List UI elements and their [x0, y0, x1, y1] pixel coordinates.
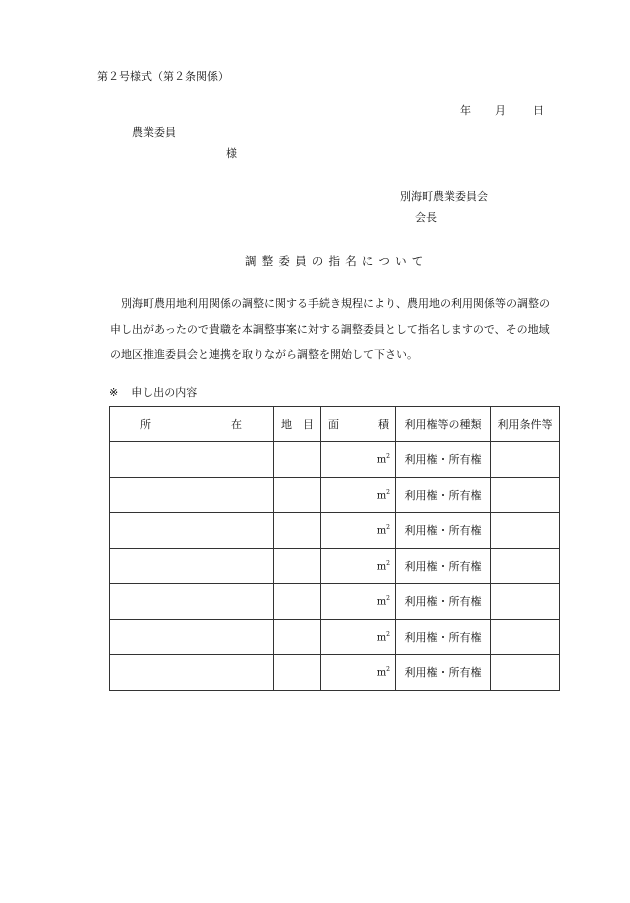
- cell-location[interactable]: [110, 619, 274, 655]
- table-row: [110, 513, 560, 549]
- cell-rights-type: 利用権・所有権: [396, 619, 491, 655]
- area-unit-exponent: 2: [386, 630, 390, 638]
- table-header-row: [110, 407, 560, 442]
- cell-location[interactable]: [110, 548, 274, 584]
- cell-chimoku[interactable]: [274, 442, 321, 478]
- header-location-right: 在: [231, 418, 242, 431]
- header-chimoku: [274, 407, 321, 442]
- recipient-honorific: 様: [226, 147, 237, 160]
- area-unit: m: [376, 631, 387, 643]
- cell-location[interactable]: [110, 584, 274, 620]
- cell-chimoku[interactable]: [274, 548, 321, 584]
- cell-conditions[interactable]: [491, 584, 560, 620]
- cell-area[interactable]: [321, 655, 396, 691]
- area-unit-exponent: 2: [386, 666, 390, 674]
- cell-conditions[interactable]: [491, 619, 560, 655]
- cell-conditions[interactable]: [491, 477, 560, 513]
- body-text: 別海町農用地利用関係の調整に関する手続き規程により、農用地の利用関係等の調整の申し出があったので貴職を本調整事案に対する調整委員として指名しますので、その地域の地区推進委員会と連携を取りながら調整を開始して下さい。: [110, 297, 550, 361]
- header-rights-type: 利用権等の種類: [396, 407, 491, 442]
- cell-conditions[interactable]: [491, 655, 560, 691]
- form-number: 第２号様式（第２条関係）: [97, 70, 229, 83]
- date-year-label: 年: [460, 104, 471, 117]
- area-unit-exponent: 2: [386, 524, 390, 532]
- cell-location[interactable]: [110, 655, 274, 691]
- area-unit-exponent: 2: [386, 595, 390, 603]
- sender-title: 会長: [415, 211, 437, 224]
- table-row: [110, 548, 560, 584]
- cell-rights-type: 利用権・所有権: [396, 584, 491, 620]
- header-area-right: 積: [378, 418, 389, 431]
- document-title: 調整委員の指名について: [245, 254, 429, 268]
- cell-rights-type: 利用権・所有権: [396, 477, 491, 513]
- cell-location[interactable]: [110, 442, 274, 478]
- area-unit: m: [376, 525, 387, 537]
- cell-chimoku[interactable]: [274, 477, 321, 513]
- area-unit: m: [376, 667, 387, 679]
- cell-rights-type: 利用権・所有権: [396, 513, 491, 549]
- cell-area[interactable]: [321, 477, 396, 513]
- area-unit: m: [376, 489, 387, 501]
- body-paragraph: [110, 291, 555, 368]
- request-details-table: [109, 406, 560, 691]
- note-label: 申し出の内容: [131, 386, 198, 399]
- cell-conditions[interactable]: [491, 513, 560, 549]
- cell-rights-type: 利用権・所有権: [396, 442, 491, 478]
- date-line: [460, 102, 544, 118]
- cell-location[interactable]: [110, 477, 274, 513]
- cell-area[interactable]: [321, 548, 396, 584]
- header-chimoku-right: 目: [303, 418, 314, 431]
- reference-mark: ※: [109, 386, 119, 399]
- cell-chimoku[interactable]: [274, 619, 321, 655]
- table-row: [110, 619, 560, 655]
- header-location: [110, 407, 274, 442]
- cell-chimoku[interactable]: [274, 584, 321, 620]
- area-unit-exponent: 2: [386, 559, 390, 567]
- cell-area[interactable]: [321, 442, 396, 478]
- cell-conditions[interactable]: [491, 442, 560, 478]
- area-unit-exponent: 2: [386, 488, 390, 496]
- cell-rights-type: 利用権・所有権: [396, 655, 491, 691]
- request-content-note: [109, 384, 197, 400]
- table-row: [110, 442, 560, 478]
- sender-organization: 別海町農業委員会: [400, 190, 488, 203]
- area-unit: m: [376, 560, 387, 572]
- cell-chimoku[interactable]: [274, 513, 321, 549]
- date-day-label: 日: [533, 104, 544, 117]
- recipient-title: 農業委員: [132, 126, 176, 139]
- cell-area[interactable]: [321, 513, 396, 549]
- header-area: [321, 407, 396, 442]
- cell-conditions[interactable]: [491, 548, 560, 584]
- table-row: [110, 584, 560, 620]
- header-conditions: 利用条件等: [491, 407, 560, 442]
- table-row: [110, 477, 560, 513]
- header-area-left: 面: [328, 418, 339, 431]
- header-location-left: 所: [140, 418, 151, 431]
- header-chimoku-left: 地: [281, 418, 292, 431]
- area-unit: m: [376, 454, 387, 466]
- cell-area[interactable]: [321, 619, 396, 655]
- cell-area[interactable]: [321, 584, 396, 620]
- cell-location[interactable]: [110, 513, 274, 549]
- area-unit: m: [376, 596, 387, 608]
- cell-rights-type: 利用権・所有権: [396, 548, 491, 584]
- table-row: [110, 655, 560, 691]
- area-unit-exponent: 2: [386, 453, 390, 461]
- date-month-label: 月: [495, 104, 506, 117]
- cell-chimoku[interactable]: [274, 655, 321, 691]
